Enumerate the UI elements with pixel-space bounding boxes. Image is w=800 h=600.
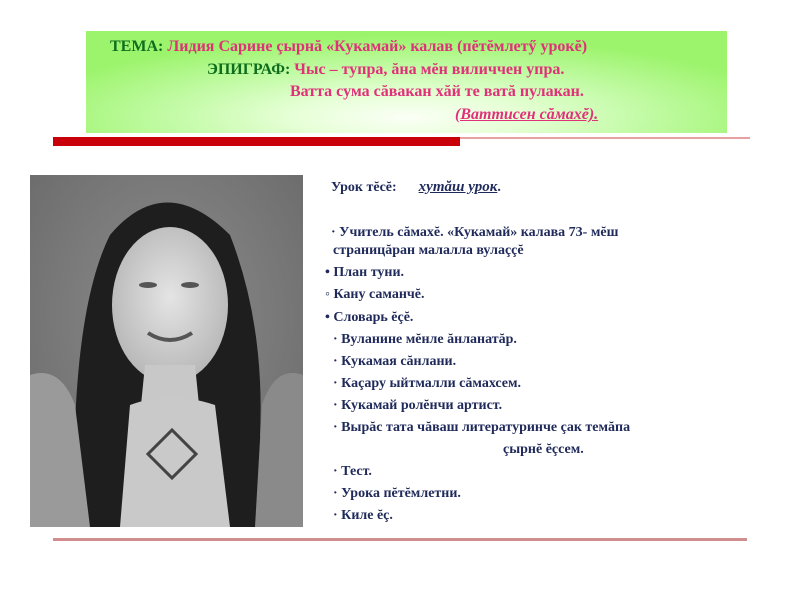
list-item — [333, 463, 372, 481]
topic-line — [110, 37, 587, 57]
list-item-text: Вуланине мĕнле ăнланатăр. — [337, 332, 517, 347]
bullet-dot-icon: · — [333, 464, 338, 479]
bullet-dot-icon: · — [333, 486, 338, 501]
list-item-text: Кукамая сăнлани. — [337, 354, 457, 369]
topic-label: ТЕМА: — [110, 38, 164, 55]
topic-text: Лидия Сарине çырнă «Кукамай» калав (пĕтĕмлетӳ урокĕ) — [163, 38, 588, 55]
red-divider-bar — [53, 137, 460, 146]
list-item — [333, 397, 502, 415]
list-item — [333, 507, 393, 525]
bullet-dot-icon: · — [333, 420, 338, 435]
bullet-dot-icon: · — [333, 508, 338, 523]
epigraph-line-1 — [207, 60, 564, 80]
lesson-type-value: хутăш урок — [418, 179, 498, 195]
thin-divider-line — [460, 137, 750, 139]
lesson-type-period: . — [497, 180, 501, 195]
bullet-dot-icon: · — [333, 376, 338, 391]
portrait-image-icon — [30, 175, 303, 527]
list-item-text: Словарь ĕçĕ. — [329, 310, 414, 325]
list-item — [325, 264, 404, 282]
list-item — [325, 286, 425, 304]
bullet-dot-icon: · — [333, 398, 338, 413]
list-item — [333, 242, 524, 260]
bullet-circle-icon: ◦ — [325, 287, 330, 302]
bullet-icon: • — [325, 265, 330, 280]
epigraph-text-1: Чыс – тупра, ăна мĕн виличчен упра. — [290, 61, 565, 78]
list-item — [333, 485, 461, 503]
bullet-icon: • — [325, 310, 330, 325]
bullet-dot-icon: · — [333, 354, 338, 369]
list-item-text: Каçару ыйтмалли сăмахсем. — [337, 376, 522, 391]
list-item — [333, 375, 521, 393]
bottom-divider-line — [53, 538, 747, 541]
epigraph-label: ЭПИГРАФ: — [207, 61, 291, 78]
bullet-dot-icon: · — [333, 332, 338, 347]
list-item-text: Кану саманчĕ. — [329, 287, 425, 302]
list-item-text: Учитель сăмахĕ. «Кукамай» калава 73- мĕш — [335, 225, 619, 240]
bullet-dot-icon: · — [331, 225, 336, 240]
list-item-text: çырнĕ ĕçсем. — [503, 442, 584, 457]
list-item-text: Вырăс тата чăваш литературинче çак темăпа — [337, 420, 631, 435]
list-item-text: Урока пĕтĕмлетни. — [337, 486, 461, 501]
list-item — [503, 441, 584, 459]
list-item-text: План туни. — [329, 265, 405, 280]
lesson-type-label: Урок тĕсĕ: — [331, 180, 397, 195]
list-item-text: Кукамай ролĕнчи артист. — [337, 398, 503, 413]
list-item — [333, 353, 456, 371]
list-item-text: Киле ĕç. — [337, 508, 393, 523]
list-item — [325, 309, 413, 327]
list-item — [333, 419, 630, 437]
list-item-text: Тест. — [337, 464, 372, 479]
list-item — [331, 224, 618, 242]
author-portrait-photo — [30, 175, 303, 527]
list-item-text: страницăран малалла вулаççĕ — [333, 243, 524, 258]
list-item — [333, 331, 517, 349]
lesson-type-row — [331, 178, 501, 197]
epigraph-line-2: Ватта сума сăвакан хăй те ватă пулакан. — [290, 83, 584, 100]
epigraph-source: (Ваттисен сăмахĕ). — [455, 106, 599, 123]
